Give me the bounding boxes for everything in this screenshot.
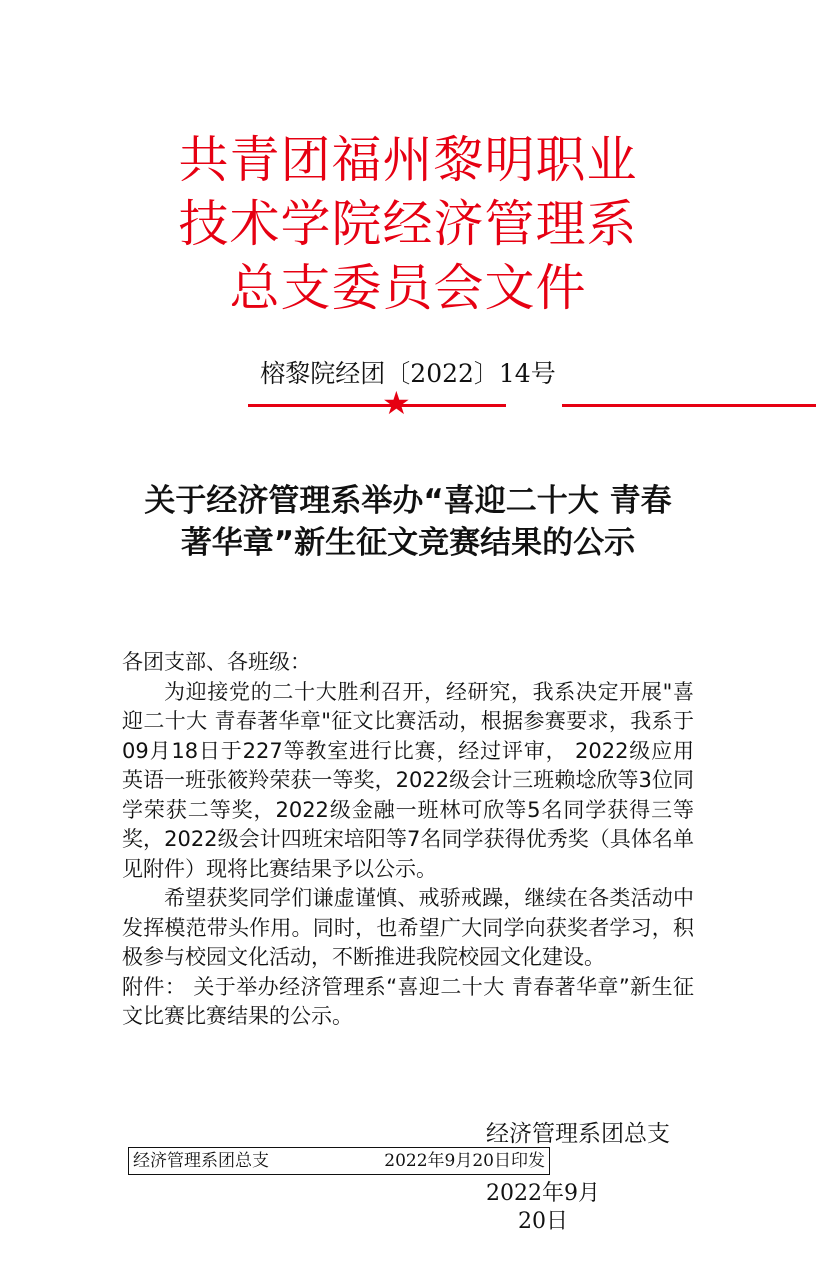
red-divider-right	[562, 404, 816, 407]
attachment-note: 附件： 关于举办经济管理系“喜迎二十大 青春著华章”新生征文比赛比赛结果的公示。	[122, 974, 694, 1028]
document-date: 2022年9月20日	[486, 1181, 600, 1234]
body-paragraph-2: 希望获奖同学们谦虚谨慎、戒骄戒躁，继续在各类活动中发挥模范带头作用。同时，也希望广大同学向获奖者学习，积极参与校园文化活动，不断推进我院校园文化建设。	[122, 886, 694, 969]
red-divider-left	[248, 404, 506, 407]
org-header-line-3: 总支委员会文件	[229, 259, 587, 317]
signature: 经济管理系团总支	[486, 1121, 670, 1147]
document-title-line-2: 著华章”新生征文竞赛结果的公示	[180, 525, 636, 561]
document-title	[60, 480, 756, 564]
document-title-line-1: 关于经济管理系举办“喜迎二十大 青春	[144, 483, 672, 519]
print-date: 2022年9月20日印发	[384, 1151, 545, 1171]
body-paragraph-1: 为迎接党的二十大胜利召开，经研究，我系决定开展"喜迎二十大 青春著华章"征文比赛活动，根据参赛要求，我系于09月18日于227等教室进行比赛，经过评审， 2022级应用英语一班张筱羚荣获一等奖，2022级会计三班赖埝欣等3位同学荣获二等奖，2022级金融一班林可欣等5名同学获得三等奖，2022级会计四班宋培阳等7名同学获得优秀奖（具体名单见附件）现将比赛结果予以公示。	[122, 679, 694, 881]
org-header-line-1: 共青团福州黎明职业	[178, 131, 638, 189]
print-issuer: 经济管理系团总支	[133, 1151, 269, 1171]
org-header-line-2: 技术学院经济管理系	[178, 195, 638, 253]
star-icon: ★	[382, 384, 411, 422]
document-number: 榕黎院经团〔2022〕14号	[260, 359, 556, 388]
document-body	[122, 648, 694, 1032]
org-header	[0, 128, 816, 320]
print-info-box	[128, 1147, 550, 1175]
salutation: 各团支部、各班级：	[122, 650, 311, 674]
